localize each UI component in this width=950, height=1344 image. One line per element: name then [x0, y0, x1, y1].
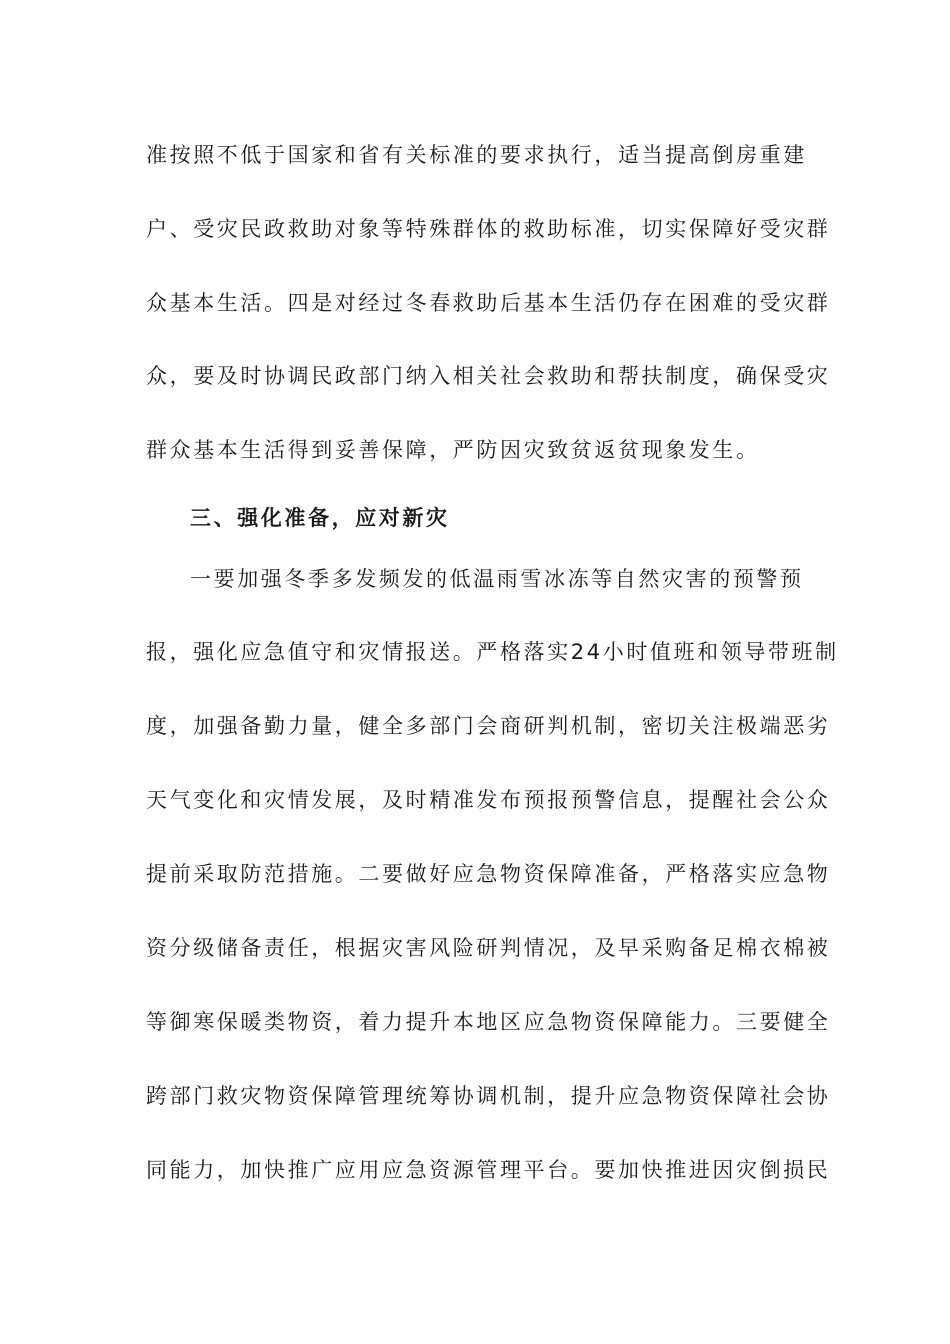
text-line: 户、受灾民政救助对象等特殊群体的救助标准，切实保障好受灾群 — [146, 217, 831, 241]
text-line: 众，要及时协调民政部门纳入相关社会救助和帮扶制度，确保受灾 — [146, 364, 831, 388]
text-line: 等御寒保暖类物资，着力提升本地区应急物资保障能力。三要健全 — [146, 1010, 831, 1034]
text-line: 众基本生活。四是对经过冬春救助后基本生活仍存在困难的受灾群 — [146, 291, 831, 315]
paragraph-first-line: 一要加强冬季多发频发的低温雨雪冰冻等自然灾害的预警预 — [190, 567, 804, 591]
text-line: 天气变化和灾情发展，及时精准发布预报预警信息，提醒社会公众 — [146, 788, 831, 812]
text-line: 报，强化应急值守和灾情报送。严格落实24小时值班和领导带班制 — [146, 640, 839, 664]
text-line: 度，加强备勤力量，健全多部门会商研判机制，密切关注极端恶劣 — [146, 714, 831, 738]
section-heading: 三、强化准备，应对新灾 — [190, 506, 450, 530]
text-line: 资分级储备责任，根据灾害风险研判情况，及早采购备足棉衣棉被 — [146, 936, 831, 960]
text-line: 提前采取防范措施。二要做好应急物资保障准备，严格落实应急物 — [146, 862, 831, 886]
text-line: 跨部门救灾物资保障管理统筹协调机制，提升应急物资保障社会协 — [146, 1084, 831, 1108]
text-line: 同能力，加快推广应用应急资源管理平台。要加快推进因灾倒损民 — [146, 1158, 831, 1182]
text-line: 群众基本生活得到妥善保障，严防因灾致贫返贫现象发生。 — [146, 438, 760, 462]
text-line: 准按照不低于国家和省有关标准的要求执行，适当提高倒房重建 — [146, 143, 807, 167]
